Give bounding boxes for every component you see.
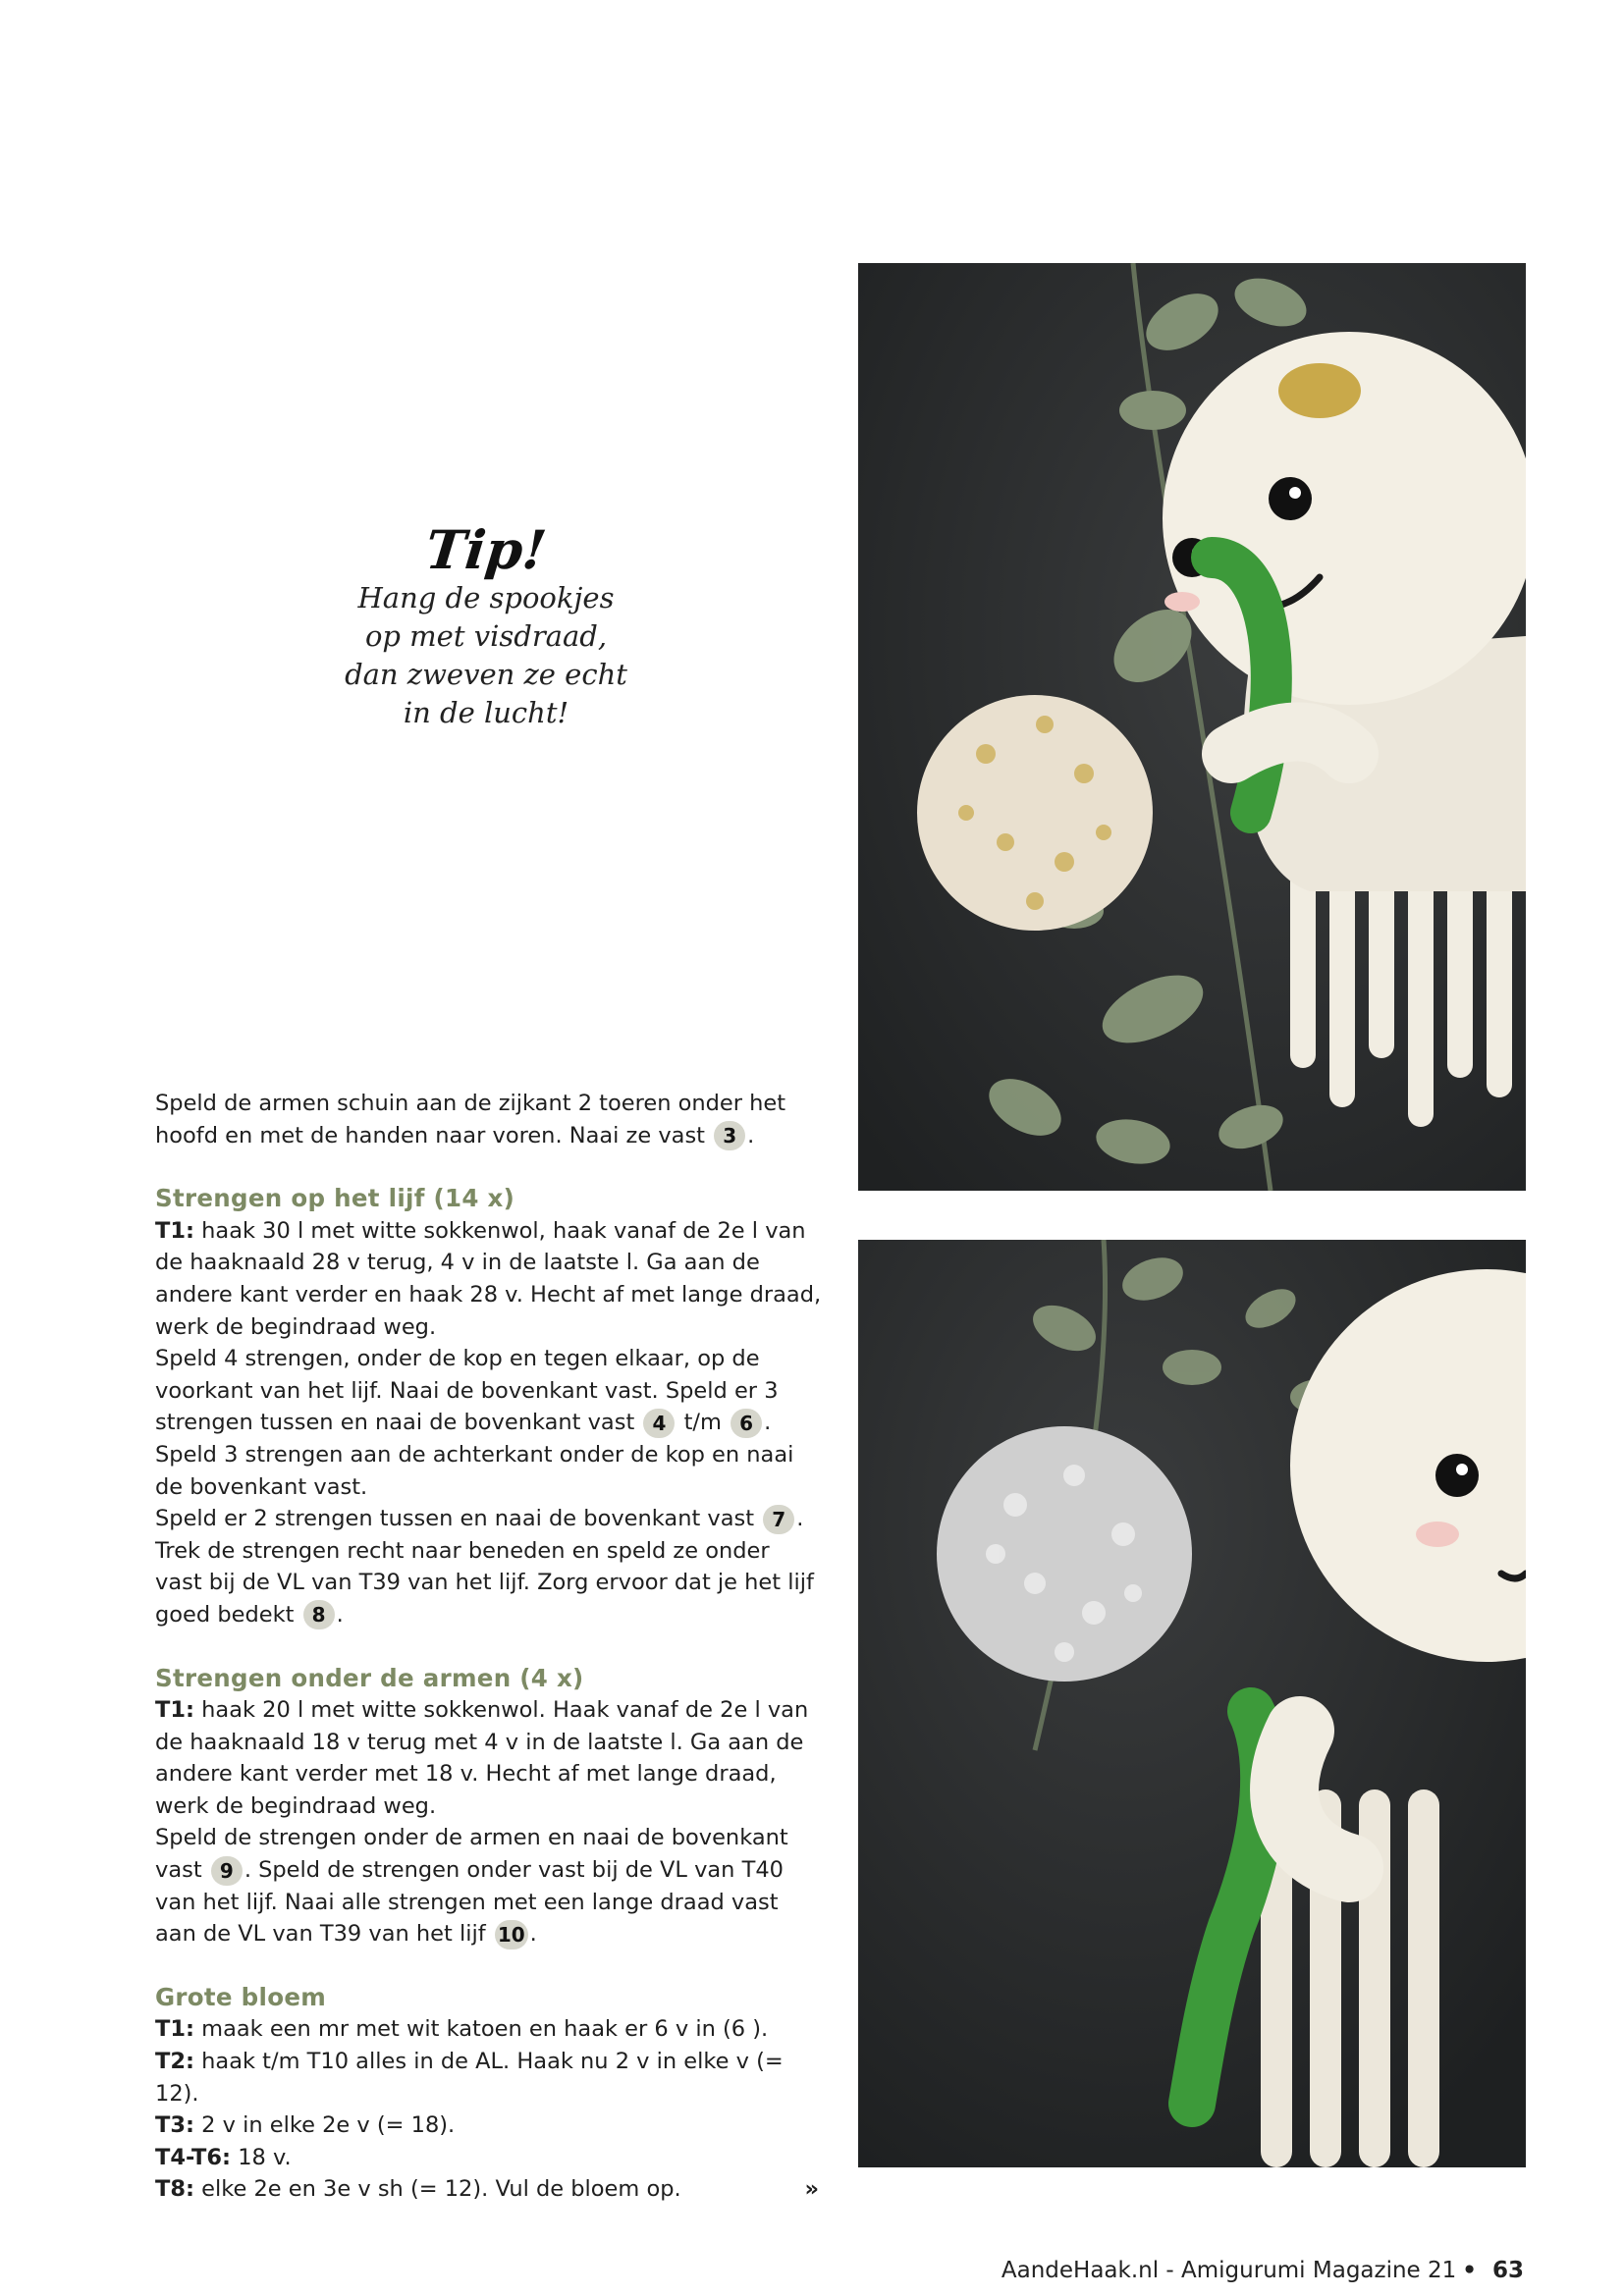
paragraph: Speld 4 strengen, onder de kop en tegen elkaar, op de voorkant van het lijf. Naai de bovenkant vast. Speld er 3 strengen tussen en naai de bovenkant vast 4 t/m 6 . — [155, 1343, 823, 1439]
step-badge: 6 — [731, 1409, 762, 1438]
footer-publication: AandeHaak.nl - Amigurumi Magazine 21 — [1001, 2258, 1457, 2283]
section-heading: Strengen op het lijf (14 x) — [155, 1184, 515, 1213]
step-badge: 4 — [643, 1409, 675, 1438]
photo-ghost-with-silver-flower — [858, 1240, 1526, 2167]
tip-line: dan zweven ze echt — [345, 658, 627, 691]
ghost-illustration-1 — [858, 263, 1526, 1191]
tip-line: Hang de spookjes — [357, 581, 615, 614]
section-body-strands — [155, 1183, 823, 1630]
instructions-column — [155, 1088, 823, 2206]
continue-arrow-icon: » — [804, 2176, 819, 2203]
paragraph: Speld 3 strengen aan de achterkant onder de kop en naai de bovenkant vast. — [155, 1441, 794, 1500]
footer-bullet: • — [1462, 2258, 1477, 2283]
tip-title: Tip! — [422, 518, 550, 581]
step-badge: 9 — [211, 1856, 243, 1886]
paragraph: Trek de strengen recht naar beneden en speld ze onder vast bij de VL van T39 van het lijf. Zorg ervoor dat je het lijf goed bedekt 8 . — [155, 1535, 823, 1631]
section-big-flower — [155, 1982, 823, 2206]
round-instruction: T3: 2 v in elke 2e v (= 18). — [155, 2112, 456, 2139]
page-footer — [1001, 2256, 1524, 2285]
section-heading: Strengen onder de armen (4 x) — [155, 1663, 584, 1692]
tip-line: in de lucht! — [403, 696, 569, 729]
step-badge: 10 — [495, 1920, 528, 1949]
paragraph: Speld de strengen onder de armen en naai de bovenkant vast 9 . Speld de strengen onder vast bij de VL van T40 van het lijf. Naai alle strengen met een lange draad vast aan de VL van T39 van het lijf 10 . — [155, 1822, 823, 1949]
round-instruction: T8: elke 2e en 3e v sh (= 12). Vul de bloem op. — [155, 2176, 681, 2203]
round-instruction: T1: haak 30 l met witte sokkenwol, haak vanaf de 2e l van de haaknaald 28 v terug, 4 v in de laatste l. Ga aan de andere kant verder en haak 28 v. Hecht af met lange draad, werk de begindraad weg. — [155, 1217, 822, 1340]
photo-ghost-with-gold-flower — [858, 263, 1526, 1191]
round-instruction: T4-T6: 18 v. — [155, 2144, 292, 2170]
paragraph: Speld er 2 strengen tussen en naai de bovenkant vast 7 . — [155, 1503, 823, 1535]
round-instruction: T2: haak t/m T10 alles in de AL. Haak nu 2 v in elke v (= 12). — [155, 2049, 784, 2107]
round-instruction: T1: haak 20 l met witte sokkenwol. Haak vanaf de 2e l van de haaknaald 18 v terug met 4 v in de laatste l. Ga aan de andere kant verder met 18 v. Hecht af met lange draad, werk de begindraad weg. — [155, 1697, 809, 1819]
tip-box — [324, 520, 648, 732]
round-instruction: T1: maak een mr met wit katoen en haak er 6 v in (6 ). — [155, 2016, 769, 2043]
tip-line: op met visdraad, — [364, 619, 608, 653]
page-number: 63 — [1491, 2258, 1524, 2283]
step-badge: 8 — [303, 1600, 335, 1629]
ghost-illustration-2 — [858, 1240, 1526, 2167]
section-heading: Grote bloem — [155, 1982, 327, 2011]
section-arm-strands — [155, 1663, 823, 1950]
step-badge: 3 — [714, 1121, 745, 1150]
step-badge: 7 — [763, 1505, 794, 1534]
intro-paragraph: Speld de armen schuin aan de zijkant 2 toeren onder het hoofd en met de handen naar voren. Naai ze vast 3 . — [155, 1088, 823, 1151]
